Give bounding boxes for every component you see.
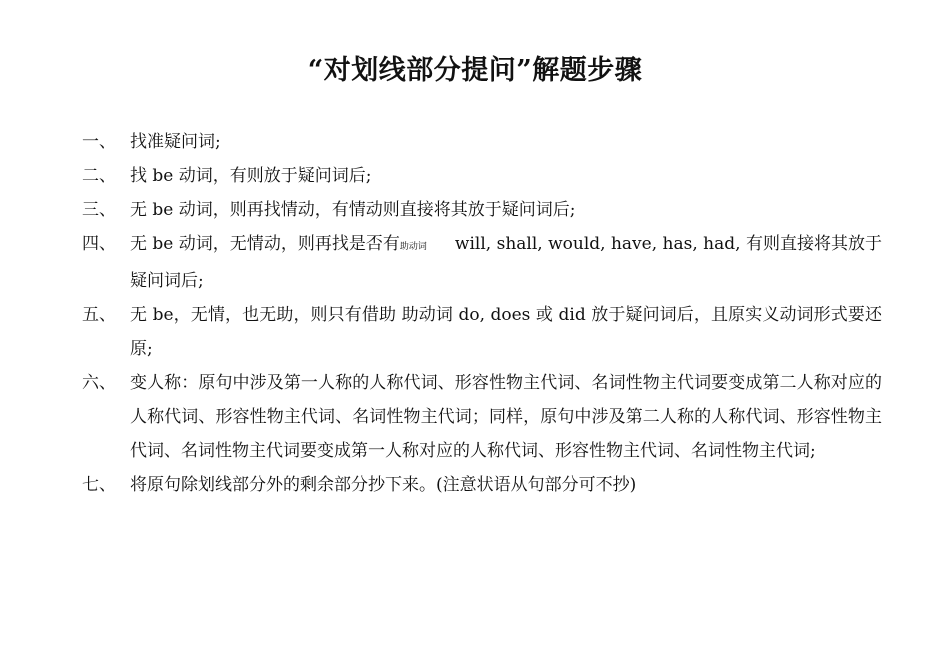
step-number: 四、: [82, 234, 116, 254]
step-text: 无 be，无情，也无助，则只有借助 助动词 do, does 或 did 放于疑问词后，且原实义动词形式要还原;: [130, 305, 882, 359]
step-6: [82, 366, 882, 468]
step-4: [82, 227, 882, 298]
step-number: 二、: [82, 166, 116, 186]
step-text: 找 be 动词，有则放于疑问词后;: [130, 166, 372, 186]
document-title: “对划线部分提问”解题步骤: [307, 55, 643, 86]
steps-list: [82, 125, 882, 502]
step-text: 无 be 动词，则再找情动，有情动则直接将其放于疑问词后;: [130, 200, 576, 220]
step-text: 找准疑问词;: [130, 132, 221, 152]
auxiliary-verb-note: 助动词: [399, 242, 427, 252]
step-text-part-a: 无 be 动词，无情动，则再找是否有: [130, 234, 400, 254]
step-5: [82, 298, 882, 366]
step-text: 将原句除划线部分外的剩余部分抄下来。(注意状语从句部分可不抄): [130, 475, 637, 495]
step-3: [82, 193, 882, 227]
step-number: 三、: [82, 200, 116, 220]
step-number: 六、: [82, 373, 116, 393]
step-1: [82, 125, 882, 159]
step-number: 七、: [82, 475, 116, 495]
step-2: [82, 159, 882, 193]
step-text: [130, 227, 882, 298]
step-text: 变人称：原句中涉及第一人称的人称代词、形容性物主代词、名词性物主代词要变成第二人称对应的人称代词、形容性物主代词、名词性物主代词；同样，原句中涉及第二人称的人称代词、形容性物主代词、名词性物主代词要变成第一人称对应的人称代词、形容性物主代词、名词性物主代词;: [130, 373, 882, 461]
step-7: [82, 468, 882, 502]
step-number: 一、: [82, 132, 116, 152]
step-number: 五、: [82, 305, 116, 325]
step-text-part-b: will, shall, would, have, has, had, 有则直接将其放于疑问词后;: [130, 234, 882, 291]
